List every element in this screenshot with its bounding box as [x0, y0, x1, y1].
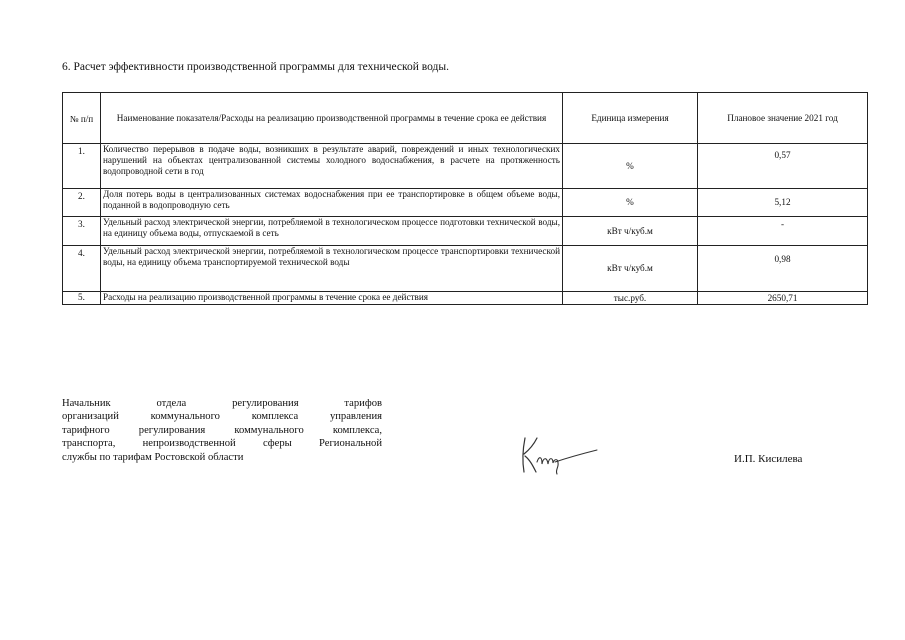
row-number: 4.: [63, 246, 101, 292]
row-number: 1.: [63, 144, 101, 189]
header-indicator-name: Наименование показателя/Расходы на реализацию производственной программы в течение срока ее действия: [101, 93, 563, 144]
handwritten-signature: [515, 432, 605, 478]
row-value: 5,12: [698, 189, 868, 217]
table-row: [63, 189, 868, 217]
row-indicator-name: Доля потерь воды в централизованных системах водоснабжения при ее транспортировке в общем объеме воды, поданной в водопроводную сеть: [101, 189, 563, 217]
row-unit: кВт ч/куб.м: [563, 217, 698, 246]
efficiency-table: [62, 92, 868, 305]
signatory-title-line: транспорта, непроизводственной сферы Региональной: [62, 438, 382, 450]
row-value: 2650,71: [698, 292, 868, 305]
row-unit: тыс.руб.: [563, 292, 698, 305]
row-indicator-name: Количество перерывов в подаче воды, возникших в результате аварий, повреждений и иных технологических нарушений на объектах централизованной системы холодного водоснабжения, в расчете на протяженность водопроводной сети в год: [101, 144, 563, 189]
section-heading: 6. Расчет эффективности производственной программы для технической воды.: [62, 61, 449, 73]
table-row: [63, 144, 868, 189]
row-value: 0,98: [698, 246, 868, 292]
row-number: 5.: [63, 292, 101, 305]
row-unit: кВт ч/куб.м: [563, 246, 698, 292]
header-planned-value: Плановое значение 2021 год: [698, 93, 868, 144]
signatory-title-line: службы по тарифам Ростовской области: [62, 451, 244, 463]
signatory-name: И.П. Кисилева: [734, 453, 803, 465]
row-value: -: [698, 217, 868, 246]
table-row: [63, 217, 868, 246]
row-number: 2.: [63, 189, 101, 217]
table-row: [63, 292, 868, 305]
signatory-title-line: организаций коммунального комплекса управления: [62, 411, 382, 423]
row-value: 0,57: [698, 144, 868, 189]
signatory-title-line: тарифного регулирования коммунального комплекса,: [62, 424, 382, 436]
row-indicator-name: Удельный расход электрической энергии, потребляемой в технологическом процессе подготовки технической воды, на единицу объема воды, отпускаемой в сеть: [101, 217, 563, 246]
signatory-title: [62, 397, 382, 464]
header-number: № п/п: [63, 93, 101, 144]
table-header-row: [63, 93, 868, 144]
row-unit: %: [563, 144, 698, 189]
row-indicator-name: Расходы на реализацию производственной программы в течение срока ее действия: [101, 292, 563, 305]
header-unit: Единица измерения: [563, 93, 698, 144]
row-indicator-name: Удельный расход электрической энергии, потребляемой в технологическом процессе транспортировки технической воды, на единицу объема транспортируемой технической воды: [101, 246, 563, 292]
table-row: [63, 246, 868, 292]
signatory-title-line: Начальник отдела регулирования тарифов: [62, 398, 382, 409]
row-number: 3.: [63, 217, 101, 246]
row-unit: %: [563, 189, 698, 217]
